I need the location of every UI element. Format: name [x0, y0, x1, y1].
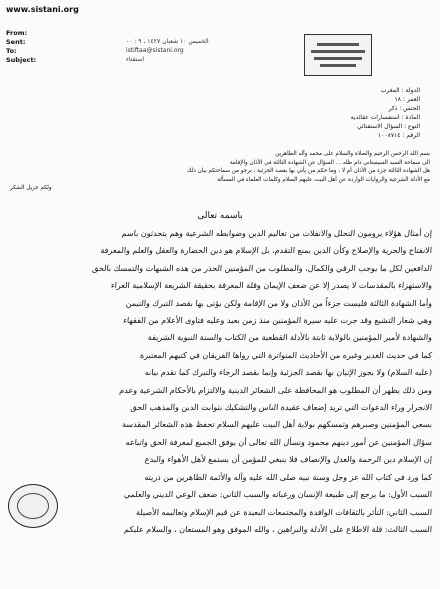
answer-line: والشهادة لأمير المؤمنين بالولاية ثابتة بالأدلة القطعية من الكتاب والسنة النبوية الشريفة	[147, 333, 433, 343]
question-text	[10, 150, 430, 193]
stamp-line	[314, 57, 362, 60]
answer-line: السبب الثالث: قلة الاطلاع على الأدلة والبراهين ، والله الموفق وهو المستعان ، والسلام عليكم	[123, 524, 433, 534]
email-header-row	[6, 28, 306, 37]
answer-line: الانفتاح والحرية والإصلاح وكأن الدين يمنع التقدم، بل الإسلام هو دين الحضارة والعقل والعلم والمعرفة	[100, 246, 433, 256]
handwritten-answer	[4, 225, 432, 538]
to-label: To:	[6, 46, 17, 55]
to-value: istiftaa@sistani.org	[126, 47, 184, 54]
meta-row: العمر : ١٨	[394, 96, 420, 103]
meta-row: المادة : استفسارات عقائدية	[350, 114, 420, 121]
email-header-row	[6, 37, 306, 46]
office-seal	[8, 484, 58, 528]
email-header-row	[6, 55, 306, 64]
email-header-row	[6, 46, 306, 55]
question-line: بسم الله الرحمن الرحيم والصلاة والسلام على محمد وآله الطاهرين	[275, 151, 430, 157]
sent-value: الخميس ١٠ شعبان ١٤٢٧ ، ٩ : ٠٠	[126, 38, 209, 45]
question-line: الى سماحة السيد السيستاني دام ظله ... السؤال عن الشهادة الثالثة في الأذان والإقامة	[229, 159, 430, 166]
question-line: مع الأدلة الشرعية والروايات الواردة عن أهل البيت عليهم السلام وكلمات العلماء في المسألة	[217, 176, 430, 183]
answer-line: إن أمثال هؤلاء يرومون التحلل والانفلات من تعاليم الدين وضوابطه الشرعية وهم يتحدثون باسم	[121, 229, 433, 238]
email-header	[6, 28, 306, 64]
answer-line: وهي شعار التشيع وقد جرت عليه سيرة المؤمنين منذ زمن بعيد وعليه فتاوى الأعلام من الفقهاء	[122, 316, 433, 326]
answer-line: كما في حديث الغدير وغيره من الأحاديث المتواترة التي رواها الفريقان في كتبهم المعتبرة	[139, 350, 433, 360]
answer-line: الدافعين لكل ما يوجب الرقي والكمال، والمطلوب من المؤمنين الحذر من هذه الشبهات والتمسك بالحق	[91, 263, 433, 273]
answer-line: سؤال المؤمنين عن أمور دينهم محمود ونسأل الله تعالى أن يوفق الجميع لمعرفة الحق واتباعه	[125, 437, 433, 447]
answer-line: السبب الأول: ما يرجع إلى طبيعة الإنسان ورغباته والسبب الثاني: ضعف الوعي الديني والعلمي	[123, 490, 433, 500]
answer-line: إن الإسلام دين الرحمة والعدل والإنصاف فلا ينبغي للمؤمن أن يستمع لأهل الأهواء والبدع	[144, 455, 433, 465]
answer-line: بسعي المؤمنين وصبرهم وتمسكهم بولاية أهل البيت عليهم السلام تحفظ هذه الشعائر المقدسة	[121, 420, 433, 430]
answer-line: السبب الثاني: التأثر بالثقافات الوافدة والمجتمعات البعيدة عن قيم الإسلام وتعاليمه الأصيلة	[135, 507, 433, 517]
sent-label: Sent:	[6, 37, 26, 46]
answer-line: (عليه السلام) ولا يجوز الإتيان بها بقصد الجزئية وإنما بقصد الرجاء والتبرك كما تقدم بيانه	[144, 368, 433, 378]
answer-line: الانجرار وراء الدعوات التي تريد إضعاف عقيدة الناس والتشكيك بثوابت الدين والمذهب الحق	[130, 403, 433, 413]
question-line: هل الشهادة الثالثة جزء من الأذان أم لا ، وما حكم من يأتي بها بقصد الجزئية ، نرجو من سماحتكم بيان ذلك	[186, 168, 430, 174]
meta-row: الدولة : المغرب	[380, 87, 420, 94]
office-stamp	[304, 34, 372, 76]
answer-line: والاستهزاء بالمقدسات لا يصدر إلا عن ضعف الإيمان وقلة المعرفة بحقيقة الشريعة الإسلامية الغراء	[110, 281, 433, 291]
answer-line: وأما الشهادة الثالثة فليست جزءاً من الأذان ولا من الإقامة ولكن يؤتى بها بقصد التبرك والتيمن	[125, 298, 433, 308]
inquirer-info	[280, 86, 420, 140]
meta-row: الرقم : ١٠٠٨٧١٤	[377, 132, 420, 139]
meta-row: الجنس : ذكر	[388, 105, 420, 112]
stamp-line	[311, 50, 365, 53]
from-label: From:	[6, 28, 28, 37]
subject-value: استفتاء	[126, 56, 144, 63]
answer-line: كما ورد في كتاب الله عز وجل وسنة نبيه صلى الله عليه وآله والأئمة الطاهرين من ذريته	[144, 472, 433, 482]
subject-label: Subject:	[6, 55, 37, 64]
basmala-heading: باسمه تعالى	[197, 211, 243, 221]
question-sign-off: ولكم جزيل الشكر	[10, 185, 52, 191]
site-url: www.sistani.org	[6, 5, 79, 14]
seal-inner-ring	[17, 493, 49, 519]
stamp-line	[320, 64, 356, 67]
answer-line: ومن ذلك يظهر أن المطلوب هو المحافظة على الشعائر الدينية والالتزام بالأحكام الشرعية وعدم	[119, 385, 433, 395]
stamp-line	[317, 43, 359, 46]
meta-row: النوع : السؤال الاستفتائي	[357, 123, 420, 130]
